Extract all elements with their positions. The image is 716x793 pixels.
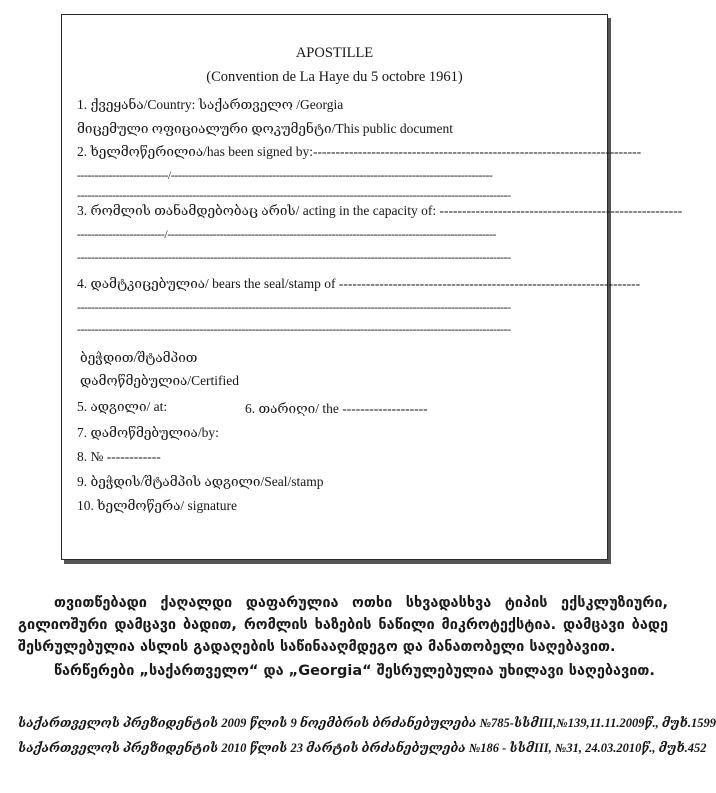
apostille-title: APOSTILLE xyxy=(295,45,374,61)
field-capacity-line-2: ---------------------------------------------------------------------------------------------------------------------------- xyxy=(77,250,511,264)
field-number: 8. № ------------ xyxy=(77,449,161,464)
description-paragraph-1: თვითწებადი ქაღალდი დაფარულია ოთხი სხვადასხვა ტიპის ექსკლუზიური, გილიოშური დამცავი ბადით, რომლის ხაზების ნაწილი მიკროტექსტია. დამცავი ბადე შესრულებულია ასლის გადაღების საწინააღმდეგო და მანათობელი საღებავით. xyxy=(18,595,668,655)
legal-reference-1: საქართველოს პრეზიდენტის 2009 წლის 9 ნოემბრის ბრძანებულება №785-სსმIII,№139,11.11.2009წ., მუხ.1599 xyxy=(18,716,716,730)
certified-label: დამოწმებულია/Certified xyxy=(80,373,240,388)
field-date: 6. თარიღი/ the ------------------- xyxy=(245,401,428,416)
legal-reference-2: საქართველოს პრეზიდენტის 2010 წლის 23 მარტის ბრძანებულება №186 - სსმIII, №31, 24.03.2010წ., მუხ.452 xyxy=(18,741,707,755)
description-text xyxy=(18,592,668,682)
field-signature: 10. ხელმოწერა/ signature xyxy=(77,498,237,513)
field-by: 7. დამოწმებულია/by: xyxy=(77,425,219,440)
field-place: 5. ადგილი/ at: xyxy=(77,399,168,414)
field-capacity: 3. რომლის თანამდებობაც არის/ acting in the capacity of: ------------------------------------------------------ xyxy=(77,203,683,218)
field-seal-of: 4. დამტკიცებულია/ bears the seal/stamp of ------------------------------------------------------------------- xyxy=(77,276,641,291)
field-signed-by-line-1: --------------------------/-------------------------------------------------------------------------------------------- xyxy=(77,168,493,182)
field-signed-by: 2. ხელმოწერილია/has been signed by:------------------------------------------------------------------------- xyxy=(77,144,642,159)
certified-label-ka: ბეჭდით/შტამპით xyxy=(80,350,198,365)
field-public-document: მიცემული ოფიციალური დოკუმენტი/This public document xyxy=(77,121,454,136)
field-seal-of-line-1: ---------------------------------------------------------------------------------------------------------------------------- xyxy=(77,300,511,314)
field-country: 1. ქვეყანა/Country: საქართველო /Georgia xyxy=(77,97,344,112)
description-paragraph-2: წარწერები „საქართველო“ და „Georgia“ შესრულებულია უხილავი საღებავით. xyxy=(54,663,655,679)
field-seal-stamp: 9. ბეჭდის/შტამპის ადგილი/Seal/stamp xyxy=(77,474,324,489)
field-seal-of-line-2: ---------------------------------------------------------------------------------------------------------------------------- xyxy=(77,322,511,336)
field-signed-by-line-2: ---------------------------------------------------------------------------------------------------------------------------- xyxy=(77,188,511,202)
apostille-subtitle: (Convention de La Haye du 5 octobre 1961) xyxy=(206,69,463,85)
field-capacity-line-1: -------------------------/---------------------------------------------------------------------------------------------- xyxy=(77,227,496,241)
